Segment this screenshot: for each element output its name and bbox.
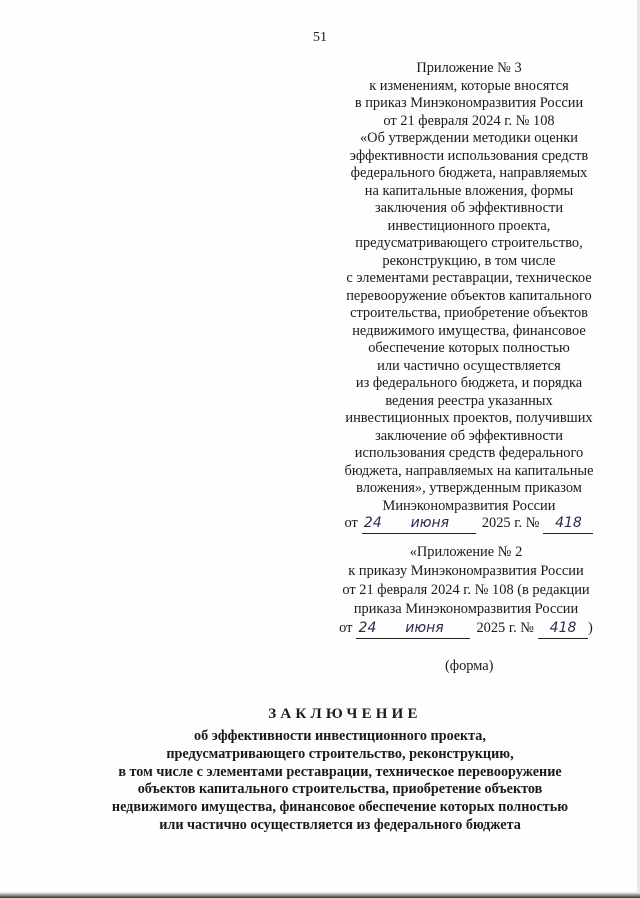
appendix-3-line: эффективности использования средств [349, 147, 589, 164]
appendix-2-line: к приказу Минэкономразвития России [348, 563, 584, 579]
handwritten-day: 24 [356, 621, 378, 639]
appendix-3-line: «Об утверждении методики оценки [359, 130, 578, 146]
date-year: 2025 г. № [476, 620, 535, 636]
appendix-3-line: предусматривающего строительство, [355, 235, 583, 251]
appendix-3-line: Минэкономразвития России [382, 497, 556, 514]
subtitle-line: предусматривающего строительство, реконструкцию, [166, 745, 514, 762]
appendix-3-line: заключения об эффективности [374, 200, 564, 216]
appendix-3-line: из федерального бюджета, и порядка [355, 375, 583, 391]
form-label: (форма) [445, 658, 494, 674]
subtitle-line: в том числе с элементами реставрации, техническое перевооружение [118, 763, 562, 780]
subtitle-line: недвижимого имущества, финансовое обеспечение которых полностью [111, 799, 569, 816]
handwritten-order-number: 418 [543, 516, 593, 534]
appendix-2-line: приказа Минэкономразвития России [353, 601, 579, 617]
appendix-2-order-date [316, 619, 616, 639]
date-prefix: от [344, 515, 358, 531]
subtitle-line: об эффективности инвестиционного проекта, [194, 728, 486, 744]
subtitle-line: или частично осуществляется из федерального бюджета [159, 816, 521, 833]
appendix-3-header [330, 60, 608, 534]
subtitle-line: объектов капитального строительства, приобретение объектов [137, 781, 543, 798]
date-prefix: от [339, 620, 353, 636]
appendix-3-line: к изменениям, которые вносятся [369, 77, 569, 94]
appendix-3-line: федерального бюджета, направляемых [350, 165, 588, 181]
appendix-3-line: строительства, приобретение объектов [350, 305, 588, 321]
appendix-3-line: реконструкцию, в том числе [382, 252, 556, 269]
appendix-2-line: от 21 февраля 2024 г. № 108 (в редакции [342, 582, 590, 598]
document-title: ЗАКЛЮЧЕНИЕ [268, 706, 422, 722]
handwritten-month: июня [378, 621, 470, 639]
appendix-3-line: инвестиционного проекта, [387, 217, 551, 234]
appendix-3-line: на капитальные вложения, формы [364, 182, 574, 199]
page-number: 51 [313, 30, 327, 45]
appendix-3-line: с элементами реставрации, техническое [346, 270, 592, 286]
appendix-3-line: инвестиционных проектов, получивших [345, 410, 593, 426]
closing-parenthesis: ) [588, 620, 593, 636]
appendix-3-line: бюджета, направляемых на капитальные [344, 462, 594, 479]
appendix-3-line: или частично осуществляется [377, 357, 561, 374]
appendix-3-line: вложения», утвержденным приказом [356, 480, 582, 496]
appendix-3-line: Приложение № 3 [416, 60, 522, 76]
handwritten-month: июня [384, 516, 476, 534]
appendix-3-line: перевооружение объектов капитального [346, 287, 592, 304]
appendix-2-line: «Приложение № 2 [409, 544, 523, 560]
handwritten-order-number: 418 [538, 621, 588, 639]
appendix-3-line: заключение об эффективности [375, 427, 563, 444]
handwritten-day: 24 [362, 516, 384, 534]
appendix-3-line: использования средств федерального [354, 445, 584, 461]
date-year: 2025 г. № [481, 515, 540, 531]
scan-bottom-edge [0, 892, 640, 898]
appendix-3-line: в приказ Минэкономразвития России [354, 95, 584, 111]
appendix-3-order-date [330, 515, 608, 534]
appendix-3-line: обеспечение которых полностью [368, 340, 570, 356]
appendix-3-line: от 21 февраля 2024 г. № 108 [383, 112, 555, 129]
appendix-3-line: ведения реестра указанных [385, 392, 553, 409]
appendix-3-line: недвижимого имущества, финансовое [352, 322, 586, 339]
document-subtitle [80, 728, 600, 835]
appendix-2-header [316, 543, 616, 639]
